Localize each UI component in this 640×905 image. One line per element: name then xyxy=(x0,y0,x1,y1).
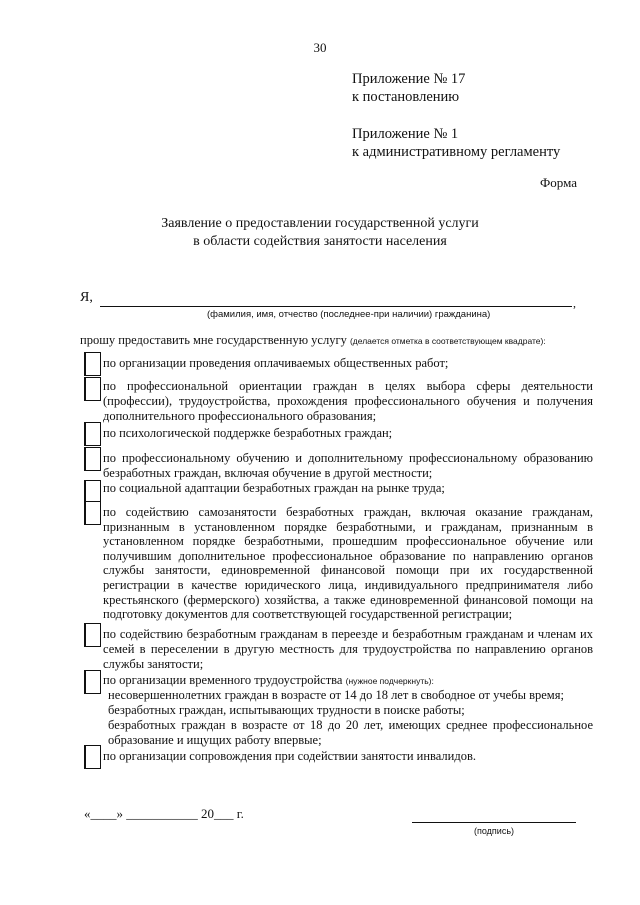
option-checkbox-career-guidance[interactable] xyxy=(84,377,101,401)
page-number: 30 xyxy=(313,40,327,55)
option-checkbox-psychological-support[interactable] xyxy=(84,422,101,446)
option-checkbox-relocation[interactable] xyxy=(84,623,101,647)
option-text-social-adaptation: по социальной адаптации безработных граждан на рынке труда; xyxy=(103,481,445,495)
applicant-suffix: , xyxy=(573,296,576,310)
title-line-2: в области содействия занятости населения xyxy=(193,234,447,249)
signature-field[interactable] xyxy=(412,822,576,823)
option-checkbox-vocational-training[interactable] xyxy=(84,447,101,471)
option-text-temporary-employment xyxy=(103,673,593,689)
temporary-employment-label: по организации временного трудоустройства xyxy=(103,673,343,687)
option-text-career-guidance: по профессиональной ориентации граждан в целях выбора сферы деятельности (профессии), трудоустройства, прохождения профессионального обучения и получения дополнительного профессионального образования; xyxy=(103,379,593,423)
option-text-relocation: по содействию безработным гражданам в переезде и безработным гражданам и членам их семей в переселении в другую местность для трудоустройства по направлению органов службы занятости; xyxy=(103,627,593,671)
temporary-employment-minors: несовершеннолетних граждан в возрасте от 14 до 18 лет в свободное от учебы время; xyxy=(108,688,564,702)
option-checkbox-disabled-support[interactable] xyxy=(84,745,101,769)
appendix-1-subtitle: к административному регламенту xyxy=(352,144,561,160)
option-text-vocational-training: по профессиональному обучению и дополнительному профессиональному образованию безработных граждан, включая обучение в другой местности; xyxy=(103,451,593,480)
title-line-1: Заявление о предоставлении государственной услуги xyxy=(161,216,479,231)
document-title xyxy=(0,215,640,251)
appendix-17-title: Приложение № 17 xyxy=(352,71,466,87)
applicant-prefix: Я, xyxy=(80,290,93,305)
temporary-employment-hard-to-place: безработных граждан, испытывающих трудности в поиске работы; xyxy=(108,703,465,717)
appendix-17-subtitle: к постановлению xyxy=(352,89,460,105)
form-label: Форма xyxy=(540,175,577,190)
request-note: (делается отметка в соответствующем квадрате): xyxy=(349,336,546,346)
signature-note: (подпись) xyxy=(474,826,515,836)
appendix-1-title: Приложение № 1 xyxy=(352,126,459,142)
option-text-self-employment: по содействию самозанятости безработных граждан, включая оказание гражданам, признанным в установленном порядке безработными, и гражданам, признанным в установленном порядке безработными, прошедшим профессиональное обучение или получившим дополнительное профессиональное образование по направлению органов службы занятости, единовременной финансовой помощи при их государственной регистрации в качестве юридического лица, индивидуального предпринимателя либо крестьянского (фермерского) хозяйства, а также единовременной финансовой помощи на подготовку документов для соответствующей государственной регистрации; xyxy=(103,505,593,622)
option-text-disabled-support: по организации сопровождения при содействии занятости инвалидов. xyxy=(103,749,476,763)
date-field[interactable]: «____» ___________ 20___ г. xyxy=(84,806,244,821)
request-text: прошу предоставить мне государственную услугу xyxy=(80,333,347,347)
temporary-employment-note: (нужное подчеркнуть): xyxy=(345,676,434,686)
applicant-name-field[interactable] xyxy=(100,306,572,307)
option-checkbox-temporary-employment[interactable] xyxy=(84,670,101,694)
request-line xyxy=(80,333,546,348)
option-checkbox-self-employment[interactable] xyxy=(84,501,101,525)
temporary-employment-graduates: безработных граждан в возрасте от 18 до 20 лет, имеющих среднее профессиональное образование и ищущих работу впервые; xyxy=(108,718,593,747)
option-text-public-works: по организации проведения оплачиваемых общественных работ; xyxy=(103,356,449,370)
applicant-name-note: (фамилия, имя, отчество (последнее-при наличии) гражданина) xyxy=(207,309,491,320)
option-text-psychological-support: по психологической поддержке безработных граждан; xyxy=(103,426,393,440)
option-checkbox-public-works[interactable] xyxy=(84,352,101,376)
